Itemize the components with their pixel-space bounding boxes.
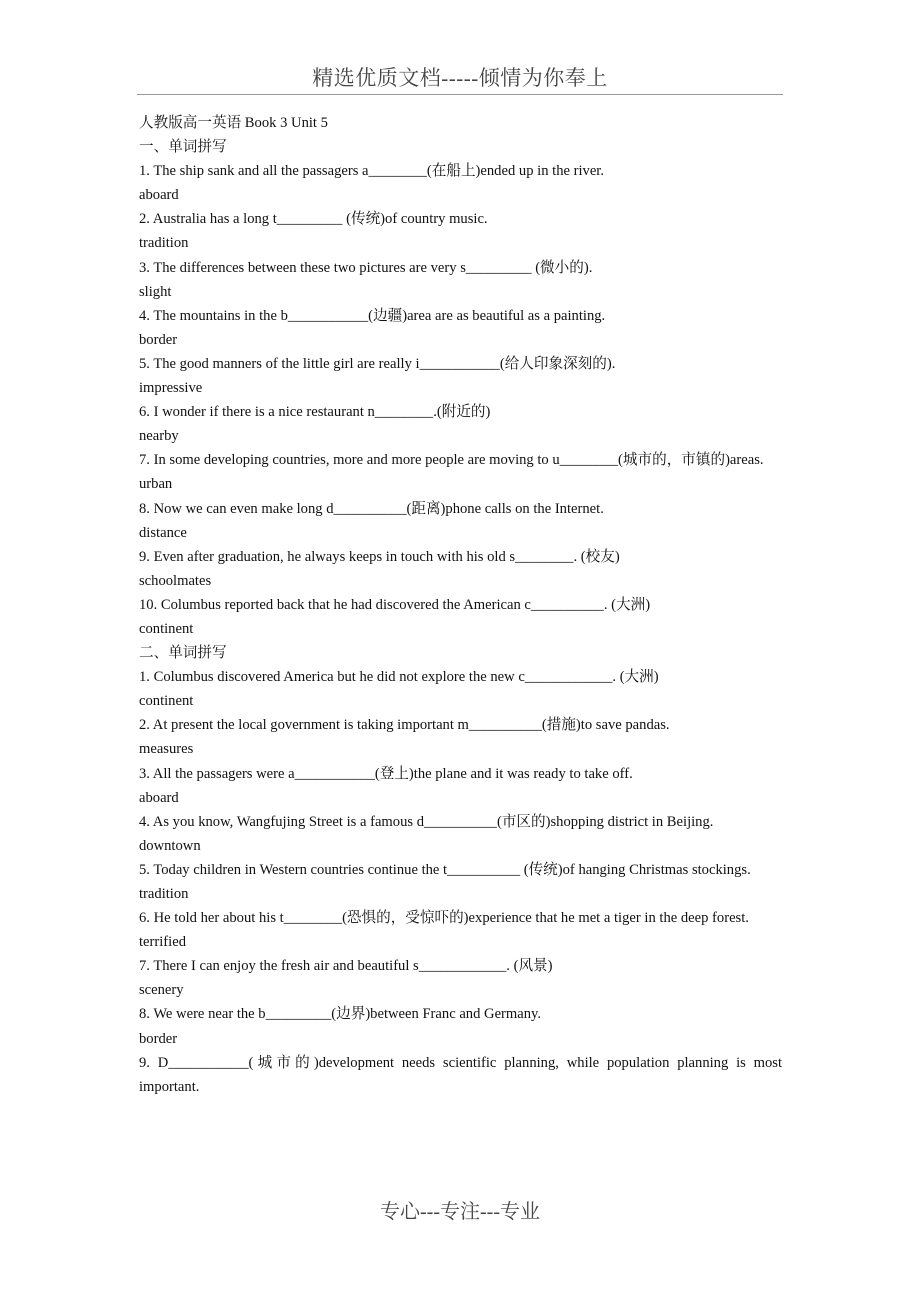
- s2-question-5: 5. Today children in Western countries continue the t__________ (传统)of hanging Christmas stockings.: [139, 861, 751, 878]
- s2-answer-8: border: [139, 1030, 178, 1047]
- s1-answer-3: slight: [139, 283, 172, 300]
- s2-question-9: 9. D___________(城市的)development needs scientific planning, while population planning is most important.: [139, 1054, 782, 1095]
- s2-question-4: 4. As you know, Wangfujing Street is a famous d__________(市区的)shopping district in Beijing.: [139, 813, 714, 830]
- s2-answer-5: tradition: [139, 886, 189, 902]
- s1-answer-8: distance: [139, 524, 187, 541]
- s2-answer-1: continent: [139, 693, 194, 710]
- s1-answer-7: urban: [139, 476, 173, 493]
- s1-question-2: 2. Australia has a long t_________ (传统)of country music.: [139, 211, 488, 228]
- s1-question-1: 1. The ship sank and all the passagers a________(在船上)ended up in the river.: [139, 163, 605, 180]
- s2-answer-2: measures: [139, 741, 194, 758]
- s1-answer-2: tradition: [139, 235, 189, 252]
- s1-question-8: 8. Now we can even make long d__________(距离)phone calls on the Internet.: [139, 500, 604, 517]
- s1-question-6: 6. I wonder if there is a nice restaurant n________.(附近的): [139, 404, 491, 421]
- s1-answer-9: schoolmates: [139, 572, 212, 589]
- s1-answer-5: impressive: [139, 380, 203, 397]
- s1-question-3: 3. The differences between these two pictures are very s_________ (微小的).: [139, 259, 593, 276]
- section-1-heading: 一、单词拼写: [139, 139, 227, 156]
- document-body: [139, 111, 782, 1099]
- section-2-heading: 二、单词拼写: [139, 645, 227, 662]
- header-divider: [137, 94, 783, 95]
- s2-question-7: 7. There I can enjoy the fresh air and beautiful s____________. (风景): [139, 958, 553, 975]
- s1-answer-6: nearby: [139, 428, 179, 445]
- s1-question-10: 10. Columbus reported back that he had discovered the American c__________. (大洲): [139, 596, 651, 613]
- s2-question-6: 6. He told her about his t________(恐惧的，受惊吓的)experience that he met a tiger in the deep forest.: [139, 910, 749, 927]
- s1-question-9: 9. Even after graduation, he always keeps in touch with his old s________. (校友): [139, 548, 620, 565]
- s2-answer-4: downtown: [139, 837, 201, 854]
- s2-question-8: 8. We were near the b_________(边界)between Franc and Germany.: [139, 1006, 542, 1023]
- page-header: 精选优质文档-----倾情为你奉上: [312, 66, 608, 90]
- s2-answer-7: scenery: [139, 982, 184, 999]
- s2-answer-6: terrified: [139, 934, 186, 951]
- s1-answer-1: aboard: [139, 187, 179, 204]
- page-footer: 专心---专注---专业: [380, 1201, 540, 1223]
- s2-question-1: 1. Columbus discovered America but he did not explore the new c____________. (大洲): [139, 669, 659, 686]
- s1-answer-4: border: [139, 331, 178, 348]
- s1-question-4: 4. The mountains in the b___________(边疆)area are as beautiful as a painting.: [139, 307, 606, 324]
- s1-question-7: 7. In some developing countries, more and more people are moving to u________(城市的，市镇的)areas.: [139, 452, 764, 469]
- s2-question-2: 2. At present the local government is taking important m__________(措施)to save pandas.: [139, 717, 670, 734]
- s2-question-3: 3. All the passagers were a___________(登上)the plane and it was ready to take off.: [139, 765, 633, 782]
- s1-question-5: 5. The good manners of the little girl are really i___________(给人印象深刻的).: [139, 355, 616, 372]
- s2-answer-3: aboard: [139, 789, 179, 806]
- document-title: 人教版高一英语 Book 3 Unit 5: [139, 115, 328, 131]
- s1-answer-10: continent: [139, 620, 194, 637]
